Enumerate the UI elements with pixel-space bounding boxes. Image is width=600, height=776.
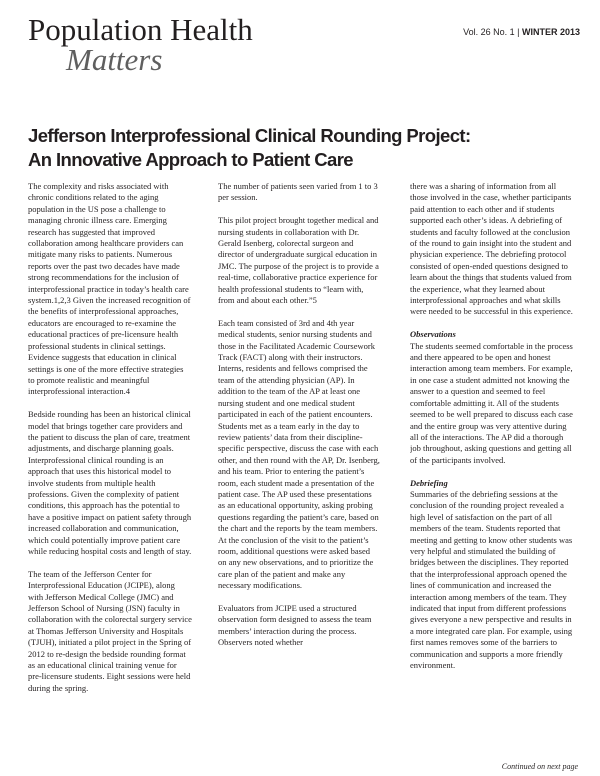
paragraph: Bedside rounding has been an historical clinical model that brings together care providers and the patient to discuss the plan of care, treatment adjustments, and discharge planning goals. Interprofessional clinical rounding is an approach that uses this historical model to involve students from multiple health professions. Given the complexity of patient conditions, this approach has the potential to have a positive impact on patient safety through increased collaboration and communication, which could potentially improve patient care while reducing hospital costs and length of stay. xyxy=(28,409,192,556)
observations-heading: Observations xyxy=(410,329,456,340)
article-title-line2: An Innovative Approach to Patient Care xyxy=(28,149,353,170)
column-2 xyxy=(218,181,380,766)
debriefing-paragraph: Summaries of the debriefing sessions at the conclusion of the rounding project revealed a high level of satisfaction on the part of all members of the team. Students reported that meeting and getting to know other students was very helpful and stimulated the building of bridges between the disciplines. They reported that the interprofessional approach opened the lines of communication and increased the interaction among members of the team. They indicated that input from different professions gives everyone a new perspective and results in a more integrated care plan. For example, using first names removes some of the barriers to communication and supports a more friendly environment. xyxy=(410,488,573,671)
issue-separator: | xyxy=(514,27,522,37)
article-title-line1: Jefferson Interprofessional Clinical Rounding Project: xyxy=(28,125,471,146)
volume-number: Vol. 26 No. 1 xyxy=(463,27,515,37)
paragraph: there was a sharing of information from all those involved in the case, whether participants paid attention to each other and if students supported each other’s ideas. A debriefing of students and faculty followed at the conclusion of the round to gain insight into the student and physician experience. The debriefing protocol consisted of open-ended questions designed to learn about the things that students valued from the experience, what they learned about interprofessional approaches and what skills were needed to be successful in this experience. xyxy=(410,181,573,317)
paragraph: Evaluators from JCIPE used a structured observation form designed to assess the team members’ interaction during the process. Observers noted whether xyxy=(218,602,372,648)
issue-season: WINTER 2013 xyxy=(521,27,580,37)
article-title xyxy=(28,124,548,172)
paragraph: The number of patients seen varied from 1 to 3 per session. xyxy=(218,181,378,203)
paragraph: The team of the Jefferson Center for Interprofessional Education (JCIPE), along with Jefferson Medical College (JMC) and Jefferson School of Nursing (JSN) faculty in collaboration with the colorectal surgery service at Thomas Jefferson University and Hospitals (TJUH), initiated a pilot project in the Spring of 2012 to re-design the bedside rounding format as an educational clinical training venue for pre-licensure students. Eight sessions were held during the spring. xyxy=(28,568,192,693)
paragraph: This pilot project brought together medical and nursing students in collaboration with Dr. Gerald Isenberg, colorectal surgeon and director of undergraduate surgical education in JMC. The purpose of the project is to provide a real-time, collaborative practice experience for health professional students to “learn with, from and about each other.”5 xyxy=(218,215,379,306)
column-1 xyxy=(28,181,192,766)
paragraph: The complexity and risks associated with chronic conditions related to the aging population in the US pose a challenge to managing chronic illness care. Emerging research has suggested that improved collaboration among healthcare providers can mitigate many risks to patients. Numerous reports over the past two decades have made strong recommendations for the inclusion of interprofessional practice in today’s health care system.1,2,3 Given the increased recognition of the benefits of interprofessional approaches, educators are encouraged to re-examine the educational practices of pre-licensure health professional students in clinical settings. Evidence suggests that education in clinical settings is one of the more effective strategies to promote realistic and meaningful interprofessional interaction.4 xyxy=(28,181,191,397)
continued-note: Continued on next page xyxy=(501,762,578,771)
paragraph: Each team consisted of 3rd and 4th year medical students, senior nursing students and those in the Facilitated Academic Coursework Track (FACT) along with their instructors. Interns, residents and fellows comprised the team of the attending physician (AP). In addition to the team of the AP at least one nursing student and one medical student participated in each of the patient encounters. Students met as a team early in the day to review patients’ data from their discipline-specific perspective, discuss the case with each other, and then round with the AP, Dr. Isenberg, and his team. Prior to entering the patient’s room, each student made a presentation of the patient case. The AP used these presentations as an educational opportunity, asking probing questions regarding the patient’s care, based on the chart and the reports by the team members. At the conclusion of the visit to the patient’s room, additional questions were asked based on any new observations, and to prioritize the care plan of the patient and make any necessary modifications. xyxy=(218,317,380,591)
masthead-title: Population Health xyxy=(28,12,253,47)
observations-paragraph: The students seemed comfortable in the process and there appeared to be open and honest interaction among team members. For example, in one case a student admitted not knowing the answer to a question and seemed to feel comfortable admitting it. All of the students seemed to be well prepared to discuss each case and the entire group was very attentive during all of the interactions. The AP did a thorough job throughout, asking questions and getting all of the participants involved. xyxy=(410,340,573,465)
masthead-subtitle: Matters xyxy=(66,42,163,77)
debriefing-heading: Debriefing xyxy=(410,477,448,488)
issue-info xyxy=(463,27,580,37)
column-3 xyxy=(410,181,576,766)
